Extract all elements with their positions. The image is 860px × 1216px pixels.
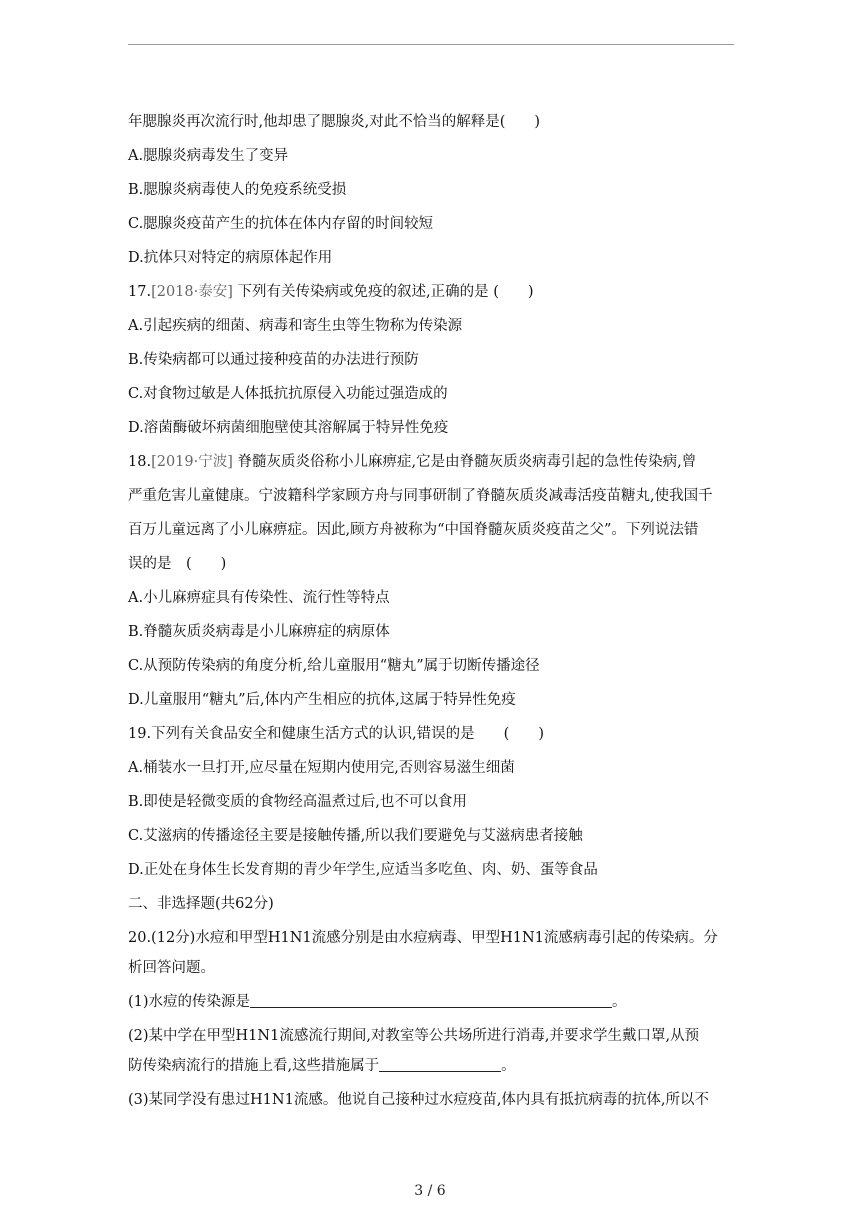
text-line: 年腮腺炎再次流行时,他却患了腮腺炎,对此不恰当的解释是( ): [128, 114, 541, 130]
option-a: A.引起疾病的细菌、病毒和寄生虫等生物称为传染源: [128, 318, 463, 334]
question-19: 19.下列有关食品安全和健康生活方式的认识,错误的是 ( ): [128, 726, 544, 742]
option-d: D.正处在身体生长发育期的青少年学生,应适当多吃鱼、肉、奶、蛋等食品: [128, 862, 598, 878]
option-d: D.儿童服用“糖丸”后,体内产生相应的抗体,这属于特异性免疫: [128, 692, 516, 708]
subquestion-3: (3)某同学没有患过H1N1流感。他说自己接种过水痘疫苗,体内具有抵抗病毒的抗体,所以不: [128, 1092, 710, 1108]
subquestion-end: 。: [501, 1058, 516, 1074]
header-rule: [128, 44, 734, 45]
question-source: [2019·宁波]: [151, 454, 233, 470]
question-number: 18.: [128, 454, 152, 470]
text-line: 误的是 ( ): [128, 556, 227, 572]
subquestion-2-cont: [128, 1056, 516, 1076]
subquestion-end: 。: [612, 994, 627, 1010]
question-source: [2018·泰安]: [151, 284, 233, 300]
question-18: [128, 452, 696, 472]
option-c: C.对食物过敏是人体抵抗抗原侵入功能过强造成的: [128, 386, 448, 402]
subquestion-1: [128, 992, 627, 1012]
option-b: B.腮腺炎病毒使人的免疫系统受损: [128, 182, 347, 198]
option-c: C.腮腺炎疫苗产生的抗体在体内存留的时间较短: [128, 216, 434, 232]
option-d: D.溶菌酶破坏病菌细胞壁使其溶解属于特异性免疫: [128, 420, 449, 436]
question-17: [128, 282, 534, 302]
section-heading: 二、非选择题(共62分): [128, 896, 274, 912]
question-stem: 脊髓灰质炎俗称小儿麻痹症,它是由脊髓灰质炎病毒引起的急性传染病,曾: [232, 454, 697, 470]
option-a: A.小儿麻痹症具有传染性、流行性等特点: [128, 590, 390, 606]
option-b: B.脊髓灰质炎病毒是小儿麻痹症的病原体: [128, 624, 390, 640]
option-b: B.即使是轻微变质的食物经高温煮过后,也不可以食用: [128, 794, 467, 810]
option-c: C.艾滋病的传播途径主要是接触传播,所以我们要避免与艾滋病患者接触: [128, 828, 583, 844]
option-d: D.抗体只对特定的病原体起作用: [128, 250, 333, 266]
option-b: B.传染病都可以通过接种疫苗的办法进行预防: [128, 352, 419, 368]
question-stem: 下列有关传染病或免疫的叙述,正确的是 ( ): [232, 284, 534, 300]
answer-blank[interactable]: [250, 993, 612, 1008]
option-c: C.从预防传染病的角度分析,给儿童服用“糖丸”属于切断传播途径: [128, 658, 540, 674]
question-number: 17.: [128, 284, 152, 300]
subquestion-2: (2)某中学在甲型H1N1流感流行期间,对教室等公共场所进行消毒,并要求学生戴口罩,从预: [128, 1028, 700, 1044]
page-number: 3 / 6: [414, 1183, 446, 1199]
option-a: A.腮腺炎病毒发生了变异: [128, 148, 289, 164]
subquestion-text: (1)水痘的传染源是: [128, 994, 251, 1010]
subquestion-text: 防传染病流行的措施上看,这些措施属于: [128, 1058, 380, 1074]
answer-blank[interactable]: [379, 1057, 501, 1072]
question-20: 20.(12分)水痘和甲型H1N1流感分别是由水痘病毒、甲型H1N1流感病毒引起的传染病。分: [128, 930, 718, 946]
option-a: A.桶装水一旦打开,应尽量在短期内使用完,否则容易滋生细菌: [128, 760, 515, 776]
text-line: 百万儿童远离了小儿麻痹症。因此,顾方舟被称为“中国脊髓灰质炎疫苗之父”。下列说法错: [128, 522, 699, 538]
text-line: 析回答问题。: [128, 960, 215, 976]
text-line: 严重危害儿童健康。宁波籍科学家顾方舟与同事研制了脊髓灰质炎减毒活疫苗糖丸,使我国千: [128, 488, 713, 504]
